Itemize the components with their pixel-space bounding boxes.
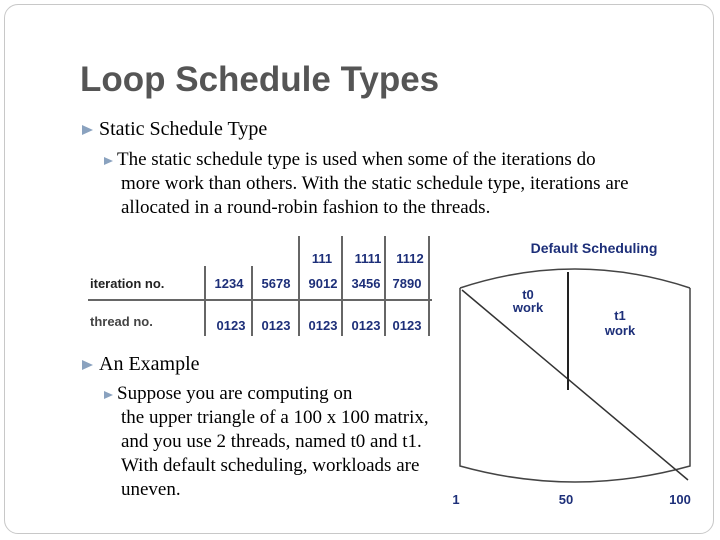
table-divider — [251, 266, 253, 336]
axis-start-label: 1 — [452, 492, 460, 507]
bullet-arrow-icon — [82, 125, 93, 135]
axis-mid-label: 50 — [558, 492, 574, 507]
table-divider — [204, 266, 206, 336]
diagonal-divider — [462, 287, 688, 480]
t0-work-label: work — [512, 300, 544, 315]
slide-title: Loop Schedule Types — [80, 60, 440, 99]
thread-cell: 0123 — [216, 318, 246, 333]
iteration-cell: 7890 — [392, 276, 422, 291]
iteration-cell: 1234 — [214, 276, 244, 291]
bullet-example — [82, 353, 200, 376]
example-desc-line1: Suppose you are computing on — [117, 383, 353, 404]
t0-label: t0 — [522, 287, 534, 302]
table-top-cell: 1111 — [354, 251, 382, 266]
table-top-cell: 111 — [311, 251, 333, 266]
table-divider — [298, 236, 300, 336]
bullet-arrow-icon — [104, 391, 113, 399]
static-heading-text: Static Schedule Type — [99, 118, 268, 140]
default-scheduling-diagram — [448, 236, 710, 518]
table-divider — [384, 236, 386, 336]
iteration-row-label: iteration no. — [90, 276, 165, 291]
thread-row-label: thread no. — [90, 314, 153, 329]
table-top-cell: 1112 — [396, 251, 424, 266]
thread-cell: 0123 — [392, 318, 422, 333]
iteration-cell: 3456 — [351, 276, 381, 291]
iteration-cell: 9012 — [308, 276, 338, 291]
bullet-static-description — [104, 148, 694, 220]
iteration-cell: 5678 — [261, 276, 291, 291]
table-divider — [88, 299, 432, 301]
cylinder-drawing — [448, 236, 710, 518]
axis-end-label: 100 — [669, 492, 691, 507]
thread-cell: 0123 — [351, 318, 381, 333]
example-heading-text: An Example — [99, 353, 200, 375]
t1-work-label: work — [604, 323, 636, 338]
static-desc-rest: more work than others. With the static schedule type, iterations are allocated in a round-robin fashion to the threads. — [121, 173, 629, 218]
t1-label: t1 — [614, 308, 626, 323]
bullet-arrow-icon — [104, 157, 113, 165]
static-desc-line1: The static schedule type is used when some of the iterations do — [117, 149, 596, 170]
bullet-static-schedule — [82, 118, 267, 141]
thread-cell: 0123 — [261, 318, 291, 333]
schedule-table — [88, 236, 434, 340]
bullet-arrow-icon — [82, 360, 93, 370]
diagram-title: Default Scheduling — [530, 240, 658, 256]
example-desc-rest: the upper triangle of a 100 x 100 matrix, and you use 2 threads, named t0 and t1. With default scheduling, workloads are uneven. — [121, 407, 429, 500]
table-divider — [341, 236, 343, 336]
cylinder-top-arc — [460, 269, 690, 288]
table-divider — [428, 236, 430, 336]
bullet-example-description — [104, 382, 434, 502]
thread-cell: 0123 — [308, 318, 338, 333]
